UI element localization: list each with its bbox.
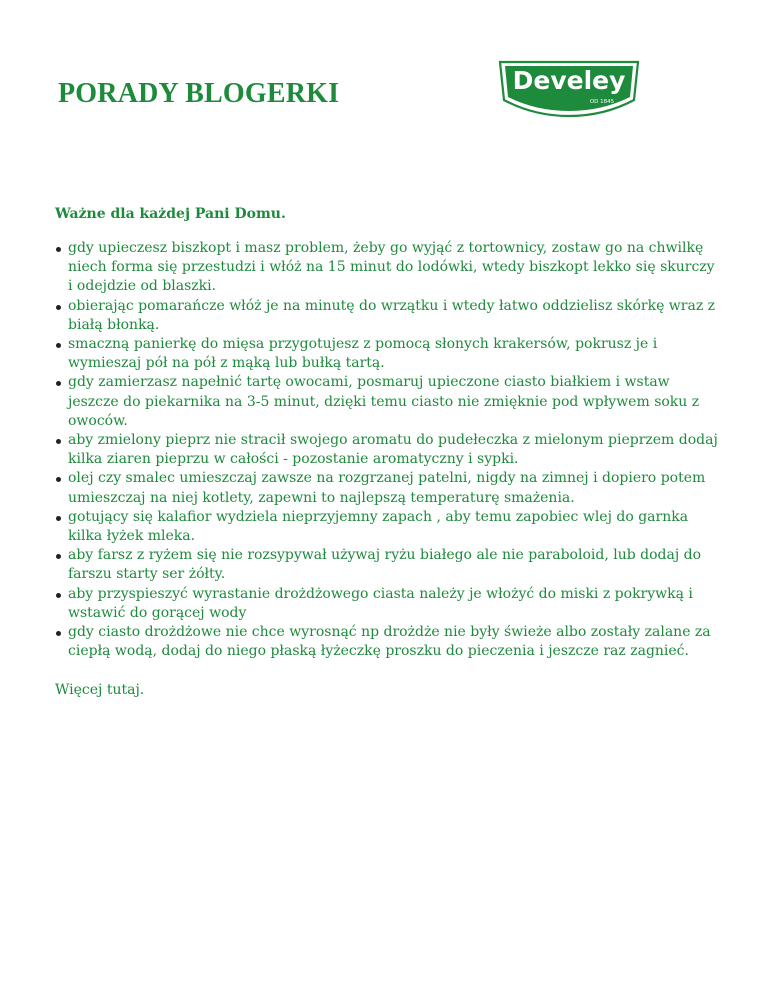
article-intro: Ważne dla każdej Pani Domu. <box>55 206 286 222</box>
list-item: aby farsz z ryżem się nie rozsypywał używaj ryżu białego ale nie paraboloid, lub dodaj do farszu starty ser żółty. <box>55 546 720 584</box>
article-body <box>55 204 720 700</box>
list-item: gdy upieczesz biszkopt i masz problem, żeby go wyjąć z tortownicy, zostaw go na chwilkę niech forma się przestudzi i włóż na 15 minut do lodówki, wtedy biszkopt lekko się skurczy i odejdzie od blaszki. <box>55 239 720 297</box>
list-item: obierając pomarańcze włóż je na minutę do wrzątku i wtedy łatwo oddzielisz skórkę wraz z białą błonką. <box>55 297 720 335</box>
logo-tagline-text: OD 1845 <box>589 99 615 105</box>
tips-list <box>55 239 720 661</box>
list-item: aby zmielony pieprz nie stracił swojego aromatu do pudełeczka z mielonym pieprzem dodaj kilka ziaren pieprzu w całości - pozostanie aromatyczny i sypki. <box>55 431 720 469</box>
develey-logo <box>496 56 642 118</box>
list-item: aby przyspieszyć wyrastanie drożdżowego ciasta należy je włożyć do miski z pokrywką i wstawić do gorącej wody <box>55 585 720 623</box>
list-item: gotujący się kalafior wydziela nieprzyjemny zapach , aby temu zapobiec wlej do garnka kilka łyżek mleka. <box>55 508 720 546</box>
list-item: gdy ciasto drożdżowe nie chce wyrosnąć np drożdże nie były świeże albo zostały zalane za ciepłą wodą, dodaj do niego płaską łyżeczkę proszku do pieczenia i jeszcze raz zagnieć. <box>55 623 720 661</box>
logo-brand-text: Develey <box>512 66 626 95</box>
more-link[interactable]: Więcej tutaj. <box>55 682 145 699</box>
list-item: smaczną panierkę do mięsa przygotujesz z pomocą słonych krakersów, pokrusz je i wymieszaj pół na pół z mąką lub bułką tartą. <box>55 335 720 373</box>
page-title: PORADY BLOGERKI <box>58 78 340 109</box>
develey-logo-icon <box>496 56 642 118</box>
list-item: olej czy smalec umieszczaj zawsze na rozgrzanej patelni, nigdy na zimnej i dopiero potem umieszczaj na niej kotlety, zapewni to najlepszą temperaturę smażenia. <box>55 469 720 507</box>
list-item: gdy zamierzasz napełnić tartę owocami, posmaruj upieczone ciasto białkiem i wstaw jeszcze do piekarnika na 3-5 minut, dzięki temu ciasto nie zmięknie pod wpływem soku z owoców. <box>55 373 720 431</box>
